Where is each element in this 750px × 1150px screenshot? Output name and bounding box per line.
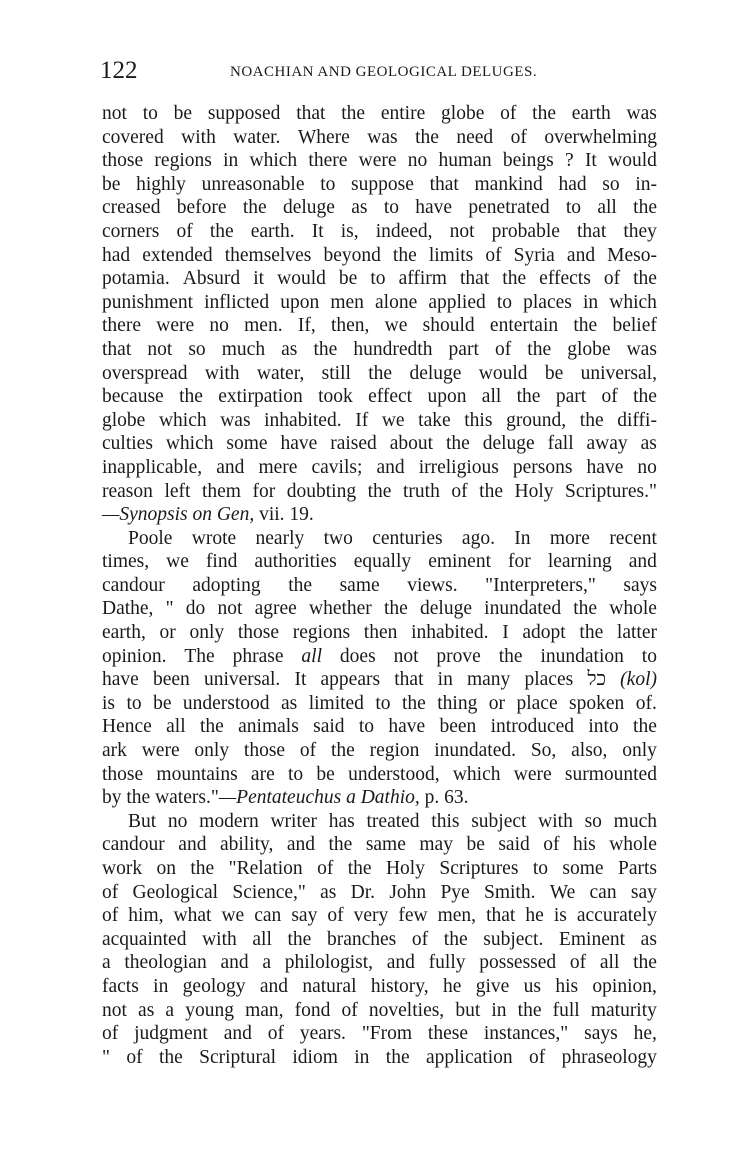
text-line: of judgment and of years. "From these instances," says he,: [102, 1023, 657, 1045]
text-line: of Geological Science," as Dr. John Pye Smith. We can say: [102, 881, 657, 903]
text-line: is to be understood as limited to the thing or place spoken of.: [102, 692, 657, 714]
text-line: earth, or only those regions then inhabited. I adopt the latter: [102, 622, 657, 644]
text-line: But no modern writer has treated this subject with so much: [128, 810, 657, 832]
text-line: times, we find authorities equally eminent for learning and: [102, 551, 657, 573]
text-line: culties which some have raised about the deluge fall away as: [102, 433, 657, 455]
text-line: creased before the deluge as to have penetrated to all the: [102, 197, 657, 219]
text-line: there were no men. If, then, we should entertain the belief: [102, 315, 657, 337]
text-line: covered with water. Where was the need of overwhelming: [102, 126, 657, 148]
text-line: that not so much as the hundredth part of the globe was: [102, 338, 657, 360]
text-line: Hence all the animals said to have been introduced into the: [102, 716, 657, 738]
text-line: overspread with water, still the deluge would be universal,: [102, 362, 657, 384]
text-line: those mountains are to be understood, which were surmounted: [102, 763, 657, 785]
text-line: not to be supposed that the entire globe of the earth was: [102, 103, 657, 124]
text-line: globe which was inhabited. If we take this ground, the diffi-: [102, 409, 657, 431]
body-text: [102, 102, 657, 1069]
text-line: " of the Scriptural idiom in the application of phraseology: [102, 1046, 657, 1068]
running-head: NOACHIAN AND GEOLOGICAL DELUGES.: [230, 64, 538, 80]
text-line: reason left them for doubting the truth of the Holy Scriptures.": [102, 480, 657, 502]
text-line: inapplicable, and mere cavils; and irreligious persons have no: [102, 456, 657, 478]
text-line: Poole wrote nearly two centuries ago. In more recent: [128, 527, 657, 549]
text-line: Dathe, " do not agree whether the deluge inundated the whole: [102, 598, 657, 620]
text-line: because the extirpation took effect upon all the part of the: [102, 386, 657, 408]
text-line: had extended themselves beyond the limits of Syria and Meso-: [102, 244, 657, 266]
text-line: by the waters." —Pentateuchus a Dathio, p. 63.: [102, 787, 469, 809]
page-number: 122: [100, 57, 138, 84]
text-line: punishment inflicted upon men alone applied to places in which: [102, 291, 657, 313]
text-line: —Synopsis on Gen, vii. 19.: [102, 504, 314, 526]
text-line: facts in geology and natural history, he give us his opinion,: [102, 975, 657, 997]
text-line: opinion. The phrase all does not prove the inundation to: [102, 645, 657, 667]
text-line: of him, what we can say of very few men, that he is accurately: [102, 905, 657, 927]
page-header: [100, 56, 660, 86]
text-line: corners of the earth. It is, indeed, not probable that they: [102, 220, 657, 242]
text-line: potamia. Absurd it would be to affirm that the effects of the: [102, 268, 657, 290]
text-line: be highly unreasonable to suppose that mankind had so in-: [102, 173, 657, 195]
text-line: ark were only those of the region inundated. So, also, only: [102, 740, 657, 762]
text-line: have been universal. It appears that in many places כל (kol): [102, 669, 657, 691]
text-line: acquainted with all the branches of the subject. Eminent as: [102, 928, 657, 950]
text-line: those regions in which there were no human beings ? It would: [102, 150, 657, 172]
text-line: work on the "Relation of the Holy Scriptures to some Parts: [102, 858, 657, 879]
text-line: candour adopting the same views. "Interpreters," says: [102, 574, 657, 596]
text-line: a theologian and a philologist, and fully possessed of all the: [102, 952, 657, 974]
text-line: not as a young man, fond of novelties, but in the full maturity: [102, 999, 657, 1021]
text-line: candour and ability, and the same may be said of his whole: [102, 834, 657, 856]
